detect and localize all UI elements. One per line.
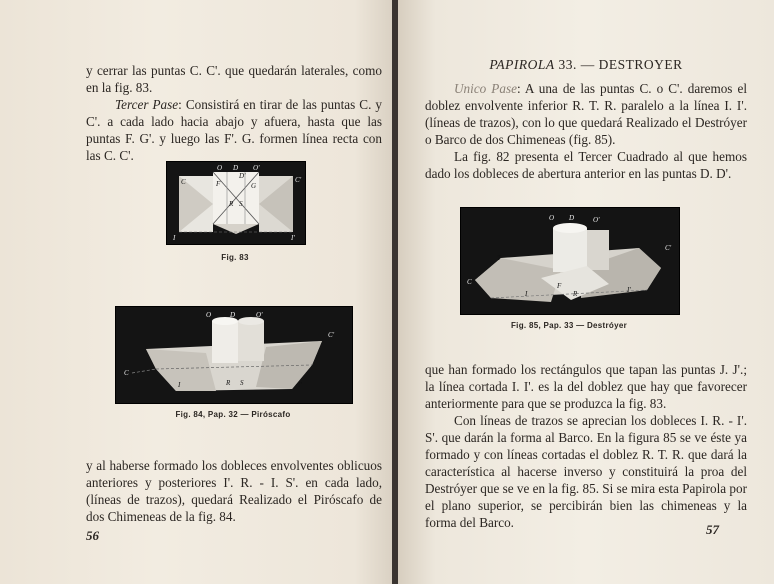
fig84-label-c-prime: C' (328, 331, 335, 339)
left-para-3: y al haberse formado los dobleces envolventes oblicuos anteriores y posteriores I'. R. - I. S'. en cada lado, (líneas de trazos), quedará Realizado el Piróscafo de dos Chimeneas de la fig. 84. (86, 458, 382, 524)
unico-pase-label: Unico Pase (454, 81, 517, 96)
fig83-label-i: I (173, 234, 176, 242)
fig84-label-r: R (226, 379, 231, 387)
right-page (398, 0, 774, 584)
fig83-label-r: R (229, 200, 234, 208)
figure-84-drawing (116, 307, 352, 403)
right-para-4: Con líneas de trazos se aprecian los dobleces I. R. - I'. S'. que darán la forma al Barco. En la figura 85 se ve éste ya formado y con líneas cortadas el doblez R. T. R. que dará la característica al hacerse inverso y constituirá la proa del Destróyer que se ve en la fig. 85. Si se mira esta Papirola por el plano superior, se percibirán bien las chimeneas y la forma del Barco. (425, 413, 747, 530)
fig84-label-s: S (240, 379, 244, 387)
fig83-label-f: F (216, 180, 221, 188)
fig83-label-i-prime: I' (291, 234, 295, 242)
fig84-label-o: O (206, 311, 212, 319)
left-page-number: 56 (86, 528, 99, 543)
figure-83-caption: Fig. 83 (221, 253, 249, 262)
figure-83-image (166, 161, 306, 245)
right-para-3: que han formado los rectángulos que tapan las puntas J. J'.; la línea cortada I. I'. es la del doblez que hay que favorecer anteriormente para que se produzca la fig. 83. (425, 362, 747, 411)
fig83-label-o-prime: O' (253, 164, 260, 172)
fig84-label-d: D (230, 311, 236, 319)
left-text-bottom (86, 457, 382, 525)
fig83-label-g: G (251, 182, 257, 190)
figure-85-drawing (461, 208, 679, 314)
fig83-label-o: O (217, 164, 223, 172)
title-papirola: PAPIROLA (489, 57, 555, 72)
figure-85-image (460, 207, 680, 315)
figure-84-image (115, 306, 353, 404)
right-text-top (425, 80, 747, 182)
figure-83-drawing (167, 162, 305, 244)
fig85-label-d: D (569, 214, 575, 222)
fig85-label-r: R (573, 290, 578, 298)
fig84-label-i-prime: I' (298, 381, 302, 389)
tercer-pase-label: Tercer Pase (115, 97, 179, 112)
fig85-label-f: F (557, 282, 562, 290)
fig85-label-c-prime: C' (665, 244, 672, 252)
fig85-label-o: O (549, 214, 555, 222)
figure-84-caption: Fig. 84, Pap. 32 — Piróscafo (175, 410, 291, 419)
chapter-title (398, 57, 774, 73)
unico-pase-text: : A una de las puntas C. o C'. daremos el doblez envolvente inferior R. T. R. paralelo a la línea I. I'. (líneas de trazos), con lo que quedará Realizado el Destróyer o Barco de dos Chimeneas (fig. 85). (425, 81, 747, 147)
right-text-bottom (425, 361, 747, 531)
fig85-label-t: T (497, 254, 501, 262)
fig85-label-i: I (525, 290, 528, 298)
fig85-label-o-prime: O' (593, 216, 600, 224)
fig85-label-c: C (467, 278, 472, 286)
fig83-label-c: C (181, 178, 186, 186)
right-para-2: La fig. 82 presenta el Tercer Cuadrado al que hemos dado los dobleces de abertura anterior en las puntas D. D'. (425, 149, 747, 181)
fig83-label-d: D (233, 164, 239, 172)
fig85-label-i-prime: I' (627, 286, 631, 294)
fig83-label-c-prime: C' (295, 176, 302, 184)
fig83-label-s: S (239, 200, 243, 208)
tercer-pase-text: : Consistirá en tirar de las puntas C. y C'. a cada lado hacia abajo y afuera, hasta que las puntas F. G'. y luego las F'. G. formen línea recta con las C. C'. (86, 97, 382, 163)
title-destroyer: 33. — DESTROYER (554, 57, 683, 72)
fig84-label-o-prime: O' (256, 311, 263, 319)
fig84-label-i: I (178, 381, 181, 389)
figure-85-caption: Fig. 85, Pap. 33 — Destróyer (511, 321, 627, 330)
left-text-top (86, 62, 382, 164)
right-para-1 (425, 80, 747, 148)
left-para-2 (86, 96, 382, 164)
fig83-label-d-prime: D' (239, 172, 246, 180)
right-page-number: 57 (706, 522, 719, 537)
fig84-label-c: C (124, 369, 129, 377)
left-para-1: y cerrar las puntas C. C'. que quedarán laterales, como en la fig. 83. (86, 63, 382, 95)
